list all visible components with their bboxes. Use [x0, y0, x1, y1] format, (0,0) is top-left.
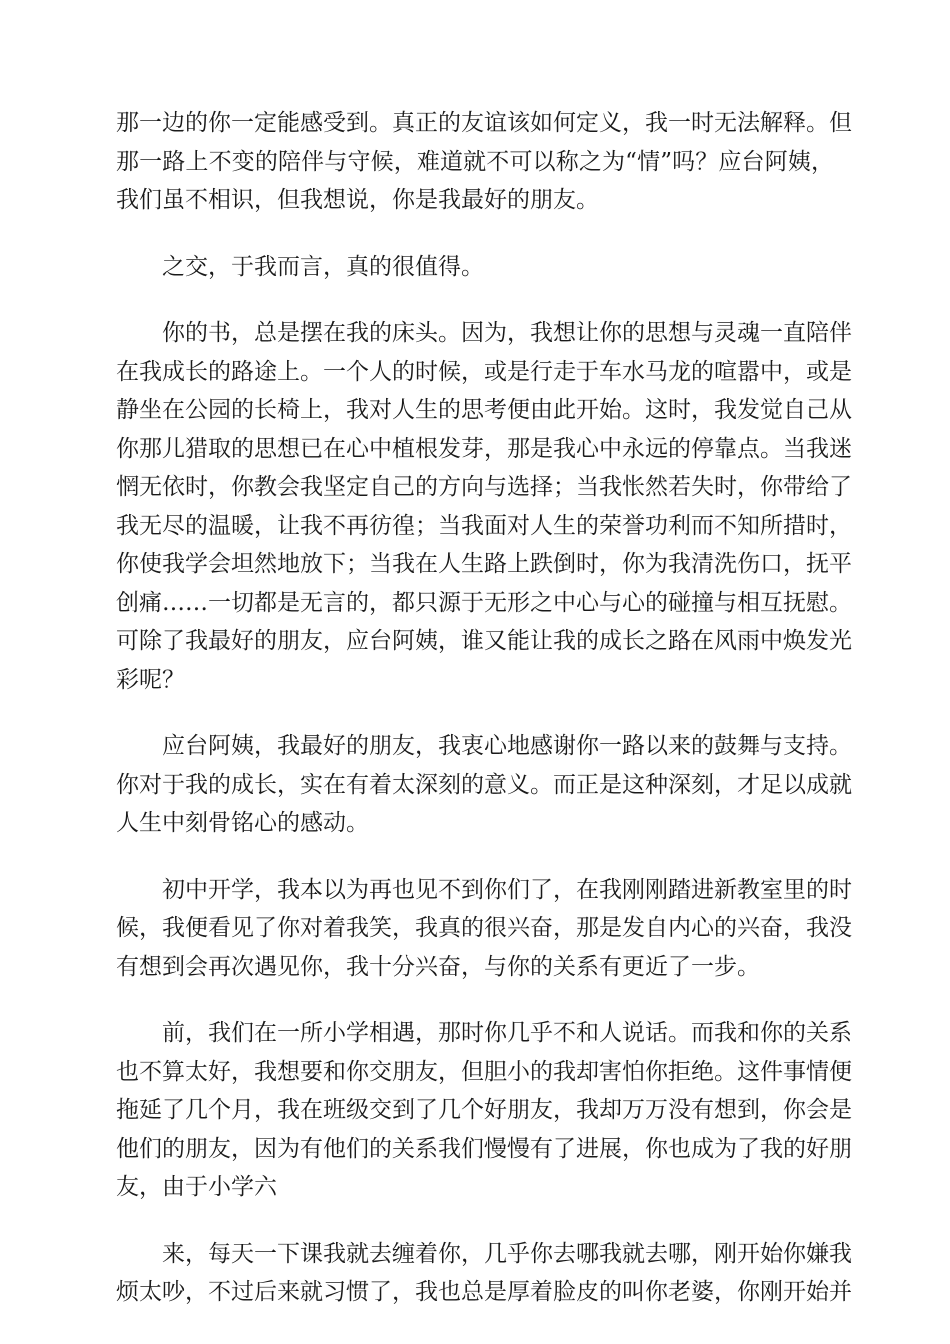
text-line: 烦太吵，不过后来就习惯了，我也总是厚着脸皮的叫你老婆，你刚开始并 [116, 1279, 852, 1305]
text-line: 初中开学，我本以为再也见不到你们了，在我刚刚踏进新教室里的时 [162, 876, 852, 903]
text-line: 拖延了几个月，我在班级交到了几个好朋友，我却万万没有想到，你会是 [116, 1097, 852, 1123]
text-line: 你对于我的成长，实在有着太深刻的意义。而正是这种深刻，才足以成就 [116, 771, 852, 798]
text-line: 有想到会再次遇见你，我十分兴奋，与你的关系有更近了一步。 [116, 953, 760, 980]
paragraph [116, 1014, 852, 1207]
text-line: 那一路上不变的陪伴与守候，难道就不可以称之为“情”吗？应台阿姨， [116, 148, 834, 175]
text-line: 前，我们在一所小学相遇，那时你几乎不和人说话。而我和你的关系 [162, 1020, 852, 1046]
text-line: 在我成长的路途上。一个人的时候，或是行走于车水马龙的喧嚣中，或是 [116, 358, 852, 385]
text-line: 可除了我最好的朋友，应台阿姨，谁又能让我的成长之路在风雨中焕发光 [116, 628, 852, 654]
paragraph [116, 1235, 852, 1312]
document-page [116, 104, 852, 1340]
text-line: 那一边的你一定能感受到。真正的友谊该如何定义，我一时无法解释。但 [116, 110, 852, 136]
text-line: 我无尽的温暖，让我不再彷徨；当我面对人生的荣誉功利而不知所措时， [116, 512, 852, 539]
text-line: 你那儿猎取的思想已在心中植根发芽，那是我心中永远的停靠点。当我迷 [116, 435, 852, 462]
paragraph [116, 871, 852, 987]
text-line: 人生中刻骨铭心的感动。 [116, 810, 369, 836]
paragraph [116, 248, 834, 287]
text-line: 应台阿姨，我最好的朋友，我衷心地感谢你一路以来的鼓舞与支持。 [162, 733, 852, 759]
paragraph [116, 727, 852, 843]
text-line: 友，由于小学六 [116, 1174, 277, 1200]
text-line: 你的书，总是摆在我的床头。因为，我想让你的思想与灵魂一直陪伴 [162, 320, 852, 346]
text-line: 他们的朋友，因为有他们的关系我们慢慢有了进展，你也成为了我的好朋 [116, 1135, 852, 1162]
paragraph [116, 314, 852, 699]
text-line: 我们虽不相识，但我想说，你是我最好的朋友。 [116, 187, 599, 213]
text-line: 惘无依时，你教会我坚定自己的方向与选择；当我怅然若失时，你带给了 [116, 474, 852, 500]
text-line: 来，每天一下课我就去缠着你，几乎你去哪我就去哪，刚开始你嫌我 [162, 1240, 852, 1267]
text-line: 彩呢？ [116, 666, 185, 693]
text-line: 也不算太好，我想要和你交朋友，但胆小的我却害怕你拒绝。这件事情便 [116, 1058, 852, 1085]
text-line: 候，我便看见了你对着我笑，我真的很兴奋，那是发自内心的兴奋，我没 [116, 915, 852, 941]
text-line: 创痛……一切都是无言的，都只源于无形之中心与心的碰撞与相互抚慰。 [116, 589, 852, 616]
text-line: 之交，于我而言，真的很值得。 [162, 253, 484, 280]
text-line: 静坐在公园的长椅上，我对人生的思考便由此开始。这时，我发觉自己从 [116, 397, 852, 423]
text-line: 你使我学会坦然地放下；当我在人生路上跌倒时，你为我清洗伤口，抚平 [116, 551, 852, 577]
paragraph [116, 104, 852, 220]
